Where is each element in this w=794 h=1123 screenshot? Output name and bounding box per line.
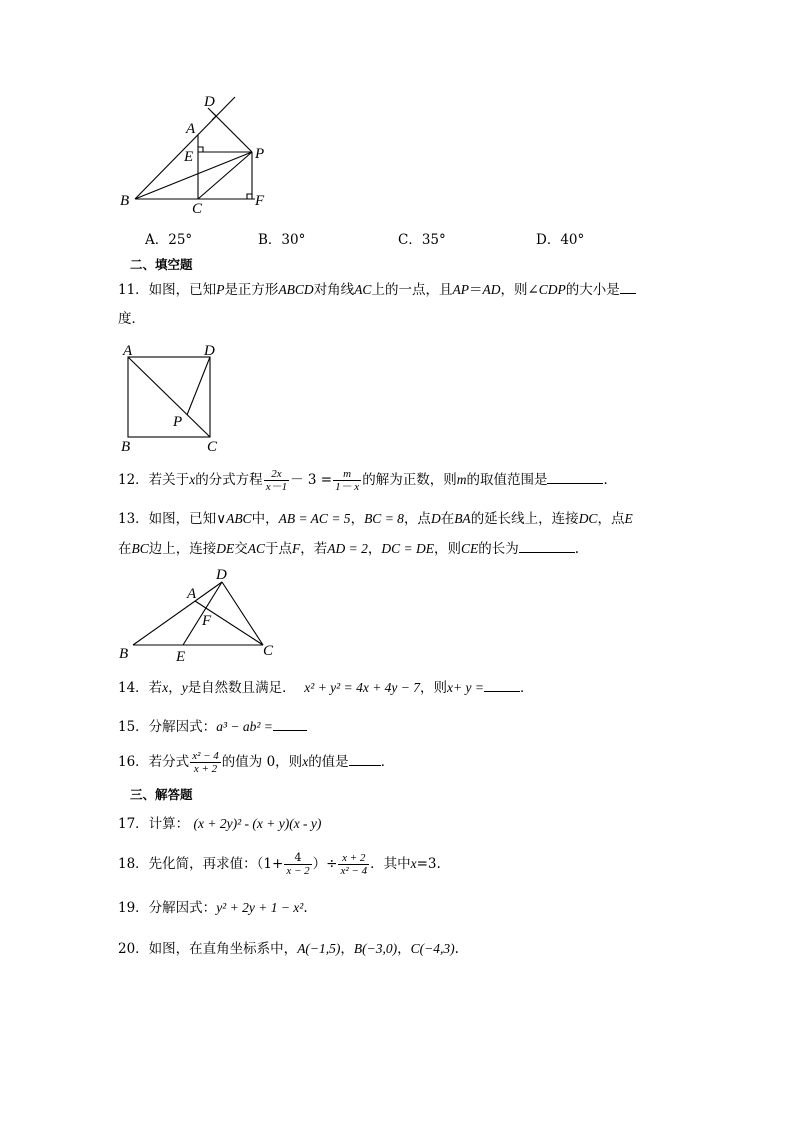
- label-C: C: [192, 201, 203, 217]
- question-15: 15．分解因式：a³ − ab² =: [118, 718, 307, 736]
- label-F: F: [202, 613, 212, 629]
- q10-option-c: C．35°: [398, 232, 446, 248]
- answer-blank[interactable]: [547, 483, 603, 484]
- q10-option-d: D．40°: [536, 232, 585, 248]
- label-E: E: [184, 149, 194, 165]
- label-F: F: [255, 193, 265, 209]
- answer-blank[interactable]: [484, 691, 520, 692]
- label-E: E: [176, 649, 186, 665]
- label-P: P: [173, 414, 183, 430]
- question-20: 20．如图，在直角坐标系中，A(−1,5)，B(−3,0)，C(−4,3).: [118, 941, 459, 957]
- q10-option-a: A．25°: [145, 232, 193, 248]
- label-C: C: [207, 439, 218, 455]
- question-11: 11．如图，已知P是正方形ABCD对角线AC上的一点，且AP＝AD，则∠CDP的大小是: [118, 281, 636, 299]
- question-18: 18．先化简，再求值：（1+ $\frac{4}{x - 2}$ ）÷ $\frac{x + 2}{\text{x² − 4}}$ ．其中x=3.: [118, 851, 441, 877]
- q13-figure: [115, 565, 285, 665]
- question-19: 19．分解因式：y² + 2y + 1 − x².: [118, 900, 308, 916]
- label-C: C: [263, 643, 274, 659]
- label-B: B: [121, 439, 131, 455]
- question-16: 16．若分式 $\frac{\text{x² − 4}}{x + 2}$ 的值为 0，则x的值是 ．: [118, 750, 395, 775]
- label-P: P: [255, 146, 265, 162]
- answer-blank[interactable]: [519, 552, 575, 553]
- section-solve: 三、解答题: [130, 787, 193, 802]
- question-17: 17．计算： (x + 2y)² - (x + y)(x - y): [118, 816, 322, 832]
- question-13-line2: 在BC边上，连接DE交AC于点F，若AD = 2，DC = DE，则CE的长为 .: [118, 541, 580, 557]
- label-D: D: [216, 567, 227, 583]
- q10-figure: [110, 92, 265, 217]
- q10-option-b: B．30°: [258, 232, 306, 248]
- label-B: B: [119, 646, 129, 662]
- label-D: D: [204, 94, 215, 110]
- section-fill-blank: 二、填空题: [130, 257, 193, 272]
- q11-figure: [115, 340, 225, 455]
- question-14: 14．若x，y是自然数且满足． x² + y² = 4x + 4y − 7，则x+ y = ．: [118, 680, 534, 696]
- question-13: 13．如图，已知∨ABC中，AB = AC = 5，BC = 8，点D在BA的延长线上，连接DC，点E: [118, 511, 633, 527]
- question-12: 12．若关于x的分式方程 $\frac{2x}{x-1}$ － 3 = $\frac{m}{1- x}$ 的解为正数，则m的取值范围是 ．: [118, 468, 617, 493]
- label-A: A: [186, 121, 196, 137]
- answer-blank[interactable]: [620, 293, 636, 294]
- label-B: B: [120, 193, 130, 209]
- label-A: A: [187, 586, 197, 602]
- answer-blank[interactable]: [349, 765, 381, 766]
- question-11-line2: 度．: [118, 311, 145, 327]
- label-D: D: [204, 343, 215, 359]
- label-A: A: [123, 343, 133, 359]
- answer-blank[interactable]: [273, 730, 307, 731]
